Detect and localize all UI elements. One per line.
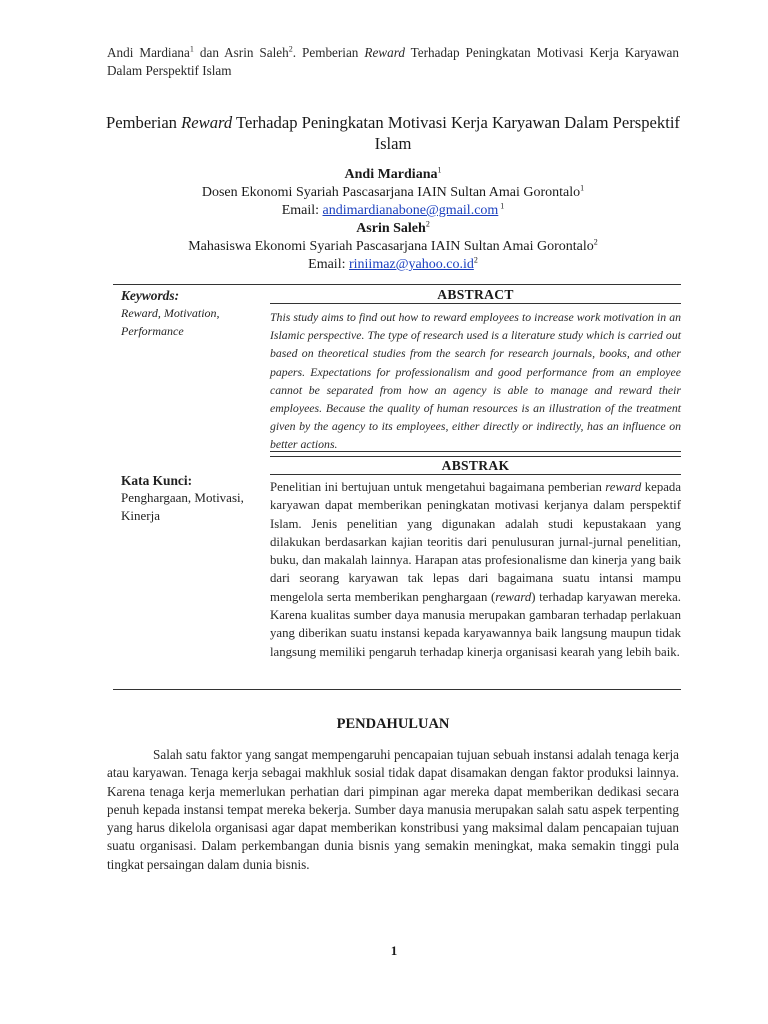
author-2-email-link[interactable]: riniimaz@yahoo.co.id [348, 257, 474, 272]
author-block [100, 166, 686, 274]
abstrak-head-rule [270, 474, 681, 475]
author-1-sup: 1 [437, 165, 442, 175]
title-italic: Reward [181, 113, 233, 132]
author-1-email-label: Email: [281, 203, 323, 218]
page-number: 1 [390, 943, 398, 958]
author-1-email-line [100, 202, 686, 220]
abstrak-italic-1: reward [605, 480, 642, 494]
author-1-name: Andi Mardiana [344, 167, 438, 182]
abstrak-top-rule [270, 456, 681, 457]
author-2-name-line [100, 220, 686, 238]
abstract-heading: ABSTRACT [437, 287, 514, 302]
abstrak-text-part3: ) terhadap karyawan mereka. Karena kualitas sumber daya manusia merupakan gambaran terhadap perlakuan yang diberikan suatu instansi kepada karyawannya baik langsung maupun tidak langsung memiliki pengaruh terhadap kinerja organisasi kearah yang lebih baik. [270, 589, 681, 659]
running-head-author1: Andi Mardiana [107, 45, 190, 60]
table-bottom-rule [113, 689, 681, 690]
kata-kunci-column [121, 473, 261, 525]
running-head-italic: Reward [364, 45, 405, 60]
abstract-text: This study aims to find out how to reward employees to increase work motivation in an Islamic perspective. The type of research used is a literature study which is carried out based on theoretical studies from the search for research journals, books, and other papers. Expectations for professionalism and good performance from an employee cannot be separated from how an agency is able to manage and reward their employees. Because the quality of human resources is an illustration of the treatment given by the agency to its employees, either directly or indirectly, has an influence on better actions. [270, 310, 681, 452]
abstrak-text-part2: kepada karyawan dapat memberikan peningkatan motivasi kerjanya dalam perspektif Islam. Jenis penelitian yang digunakan adalah studi kepustakaan yang dilakukan berdasarkan kajian teoritis dari penulusuran jurnal-jurnal penelitian, buku, dan makalah lainnya. Harapan atas profesionalisme dan kinerja yang baik dari seorang karyawan tak lepas dari bagaimana suatu intansi mampu mengelola serta memberikan penghargaan ( [270, 480, 681, 604]
abstrak-text-part1: Penelitian ini bertujuan untuk mengetahui bagaimana pemberian [270, 480, 606, 494]
title-post: Terhadap Peningkatan Motivasi Kerja Karyawan Dalam Perspektif Islam [232, 113, 680, 153]
author-1-email-sup: 1 [498, 201, 505, 211]
author-2-name: Asrin Saleh [356, 221, 426, 236]
kata-kunci-items: Penghargaan, Motivasi, Kinerja [121, 490, 244, 523]
running-head-author2: dan Asrin Saleh [193, 45, 289, 60]
abstrak-text [270, 478, 681, 661]
author-2-affiliation: Mahasiswa Ekonomi Syariah Pascasarjana IAIN Sultan Amai Gorontalo [188, 239, 594, 254]
abstrak-heading: ABSTRAK [441, 458, 510, 473]
author-2-email-line [100, 256, 686, 274]
keywords-heading: Keywords: [121, 288, 180, 303]
author-2-affiliation-line [100, 238, 686, 256]
author-1-affiliation: Dosen Ekonomi Syariah Pascasarjana IAIN Sultan Amai Gorontalo [201, 185, 581, 200]
running-head-sup2: 2 [288, 44, 293, 54]
abstrak-italic-2: reward [495, 589, 532, 604]
author-1-email-link[interactable]: andimardianabone@gmail.com [322, 203, 499, 218]
running-head-sup1: 1 [189, 44, 194, 54]
paper-title [100, 112, 686, 154]
section-heading: PENDAHULUAN [336, 716, 450, 732]
body-paragraph: Salah satu faktor yang sangat mempengaruhi pencapaian tujuan sebuah instansi adalah tenaga kerja atau karyawan. Tenaga kerja sebagai makhluk sosial tidak dapat disamakan dengan faktor produksi lainnya. Karena tenaga kerja memerlukan perhatian dari pimpinan agar mereka dapat memberikan dedikasi secara penuh kepada instansi tempat mereka bekerja. Sumber daya manusia merupakan salah satu aspek terpenting yang harus dikelola organisasi agar dapat memberikan konstribusi yang maksimal dalam pencapaian tujuan suatu organisasi. Dalam perkembangan dunia bisnis yang semakin meningkat, maka semakin tinggi pula tingkat persaingan dalam dunia bisnis. [107, 747, 679, 872]
author-2-aff-sup: 2 [593, 237, 598, 247]
author-1-aff-sup: 1 [580, 183, 585, 193]
author-2-email-label: Email: [308, 257, 349, 272]
abstract-head-rule [270, 303, 681, 304]
kata-kunci-heading: Kata Kunci: [121, 473, 193, 488]
title-pre: Pemberian [106, 113, 182, 132]
running-head-title: Terhadap Peningkatan Motivasi Kerja Karyawan Dalam Perspektif Islam [107, 45, 679, 78]
table-top-rule [113, 284, 681, 285]
keywords-items: Reward, Motivation, Performance [121, 306, 220, 338]
author-2-sup: 2 [425, 219, 430, 229]
abstract-table [113, 284, 681, 690]
author-1-name-line [100, 166, 686, 184]
running-head [107, 44, 679, 80]
author-1-affiliation-line [100, 184, 686, 202]
author-2-email-sup: 2 [473, 255, 478, 265]
running-head-separator: . Pemberian [292, 45, 365, 60]
keywords-column [121, 288, 261, 340]
